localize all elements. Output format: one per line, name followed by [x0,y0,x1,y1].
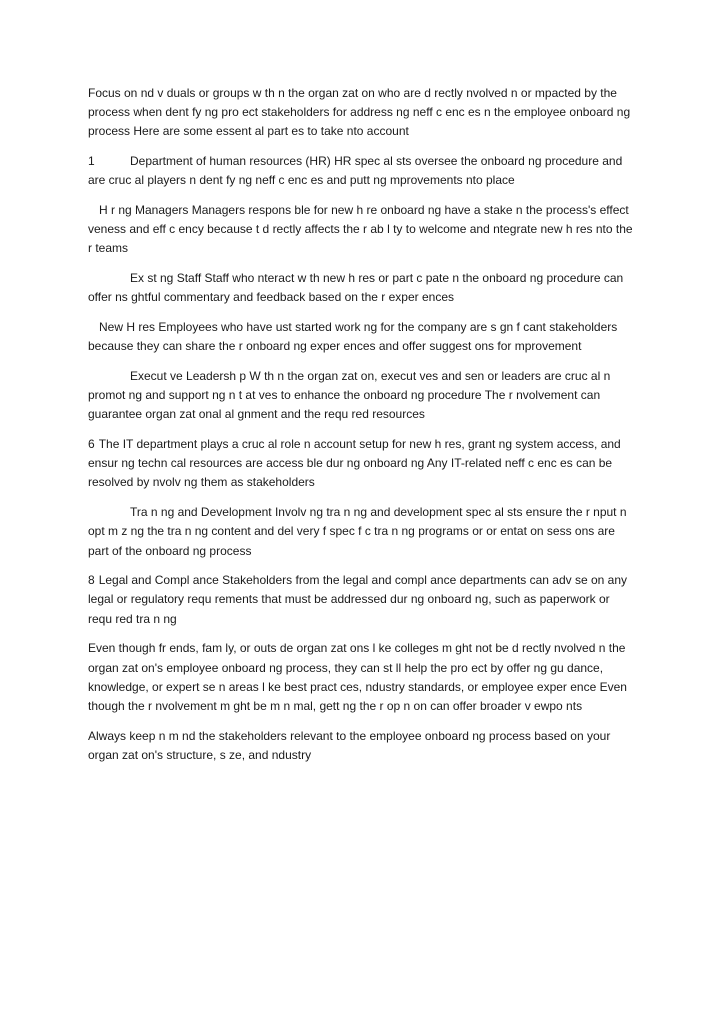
outside-stakeholders-paragraph: Even though fr ends, fam ly, or outs de organ zat ons l ke colleges m ght not be d rectly nvolved n the organ zat on's employee onboard ng process, they can st ll help the pro ect by offer ng gu dance, knowledge, or expert se n areas l ke best pract ces, ndustry standards, or employee exper ence Even though the r nvolvement m ght be m n mal, gett ng the r op n on can offer broader v ewpo nts [88,641,627,713]
stakeholder-item-existing-staff [88,269,636,307]
item-number: 1 [88,154,95,169]
intro-paragraph: Focus on nd v duals or groups w th n the organ zat on who are d rectly nvolved n or mpacted by the process when dent fy ng pro ect stakeholders for address ng neff c enc es n the employee onboard ng process Here are some essent al part es to take nto account [88,86,631,139]
item-text: Ex st ng Staff Staff who nteract w th new h res or part c pate n the onboard ng procedure can offer ns ghtful commentary and feedback based on the r exper ences [88,271,624,305]
stakeholder-item-executive-leadership [88,367,636,425]
stakeholder-item-hr [88,152,636,190]
item-text: H r ng Managers Managers respons ble for new h re onboard ng have a stake n the process's effect veness and eff c ency because t d rectly affects the r ab l ty to welcome and ntegrate new h res nto the r teams [88,203,633,256]
document-body [88,84,636,776]
item-text: Legal and Compl ance Stakeholders from the legal and compl ance departments can adv se on any legal or regulatory requ rements that must be addressed dur ng onboard ng, such as paperwork or requ red tra n ng [88,573,628,626]
item-text: The IT department plays a cruc al role n account setup for new h res, grant ng system access, and ensur ng techn cal resources are access ble dur ng onboard ng Any IT-related neff c enc es can be resolved by nvolv ng them as stakeholders [88,437,621,490]
item-text: New H res Employees who have ust started work ng for the company are s gn f cant stakeholders because they can share the r onboard ng exper ences and offer suggest ons for mprovement [88,320,618,354]
stakeholder-item-it [88,435,636,493]
closing-paragraph: Always keep n m nd the stakeholders relevant to the employee onboard ng process based on your organ zat on's structure, s ze, and ndustry [88,728,611,762]
item-text: Tra n ng and Development Involv ng tra n ng and development spec al sts ensure the r nput n opt m z ng the tra n ng content and del very f spec f c tra n ng programs or or entat on sess ons are part of the onboard ng process [88,505,627,558]
stakeholder-item-training [88,503,636,561]
item-number: 6 [88,437,95,452]
stakeholder-item-new-hires [88,318,636,356]
stakeholder-item-legal [88,571,636,629]
item-number: 8 [88,573,95,588]
stakeholder-item-hiring-managers [88,201,636,259]
item-text: Department of human resources (HR) HR spec al sts oversee the onboard ng procedure and are cruc al players n dent fy ng neff c enc es and putt ng mprovements nto place [88,154,623,188]
item-text: Execut ve Leadersh p W th n the organ zat on, execut ves and sen or leaders are cruc al n promot ng and support ng n t at ves to enhance the onboard ng procedure The r nvolvement can guarantee organ zat onal al gnment and the requ red resources [88,368,611,422]
